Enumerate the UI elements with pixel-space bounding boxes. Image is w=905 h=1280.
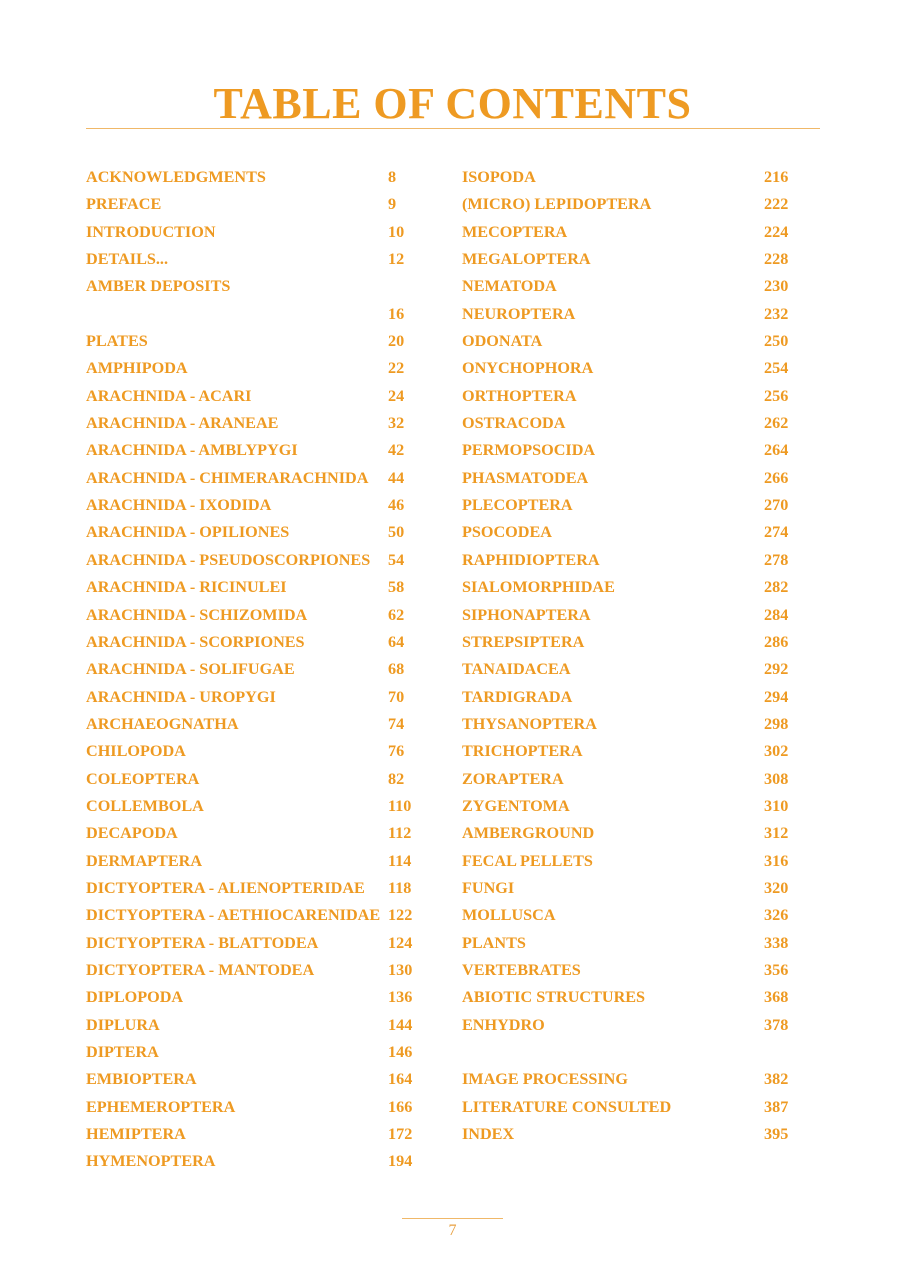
toc-entry-page: 46 [388,496,405,515]
toc-entry [462,164,792,191]
toc-entry [462,437,792,464]
toc-entry-label: ABIOTIC STRUCTURES [462,988,646,1007]
toc-entry-page: 144 [388,1015,413,1034]
toc-entry-page: 302 [764,742,789,761]
toc-entry-page: 222 [764,195,789,214]
toc-entry-page: 270 [764,496,789,515]
toc-entry-page: 136 [388,988,413,1007]
toc-entry-label: AMBERGROUND [462,824,595,843]
toc-entry [462,492,792,519]
toc-entry-label: PLANTS [462,933,526,952]
toc-entry-label: PLATES [86,332,148,351]
toc-entry-label: DICTYOPTERA - BLATTODEA [86,933,319,952]
toc-entry-label: DICTYOPTERA - AETHIOCARENIDAE [86,906,381,925]
toc-entry-page: 316 [764,851,789,870]
toc-entry [462,1121,792,1148]
toc-entry-label: ISOPODA [462,168,536,186]
toc-entry-page: 64 [388,632,405,651]
title-divider [86,128,820,129]
toc-entry [86,1094,416,1121]
toc-entry [462,328,792,355]
toc-entry-page: 310 [764,796,789,815]
page-title: TABLE OF CONTENTS [213,79,692,128]
toc-entry-label: OSTRACODA [462,414,566,433]
toc-entry-page: 368 [764,988,789,1007]
toc-entry-page: 124 [388,933,413,952]
toc-entry [86,820,416,847]
toc-entry-label: INTRODUCTION [86,222,216,241]
toc-entry [86,602,416,629]
toc-entry-page: 356 [764,960,789,979]
toc-entry-page: 216 [764,168,789,186]
toc-entry-label: ARACHNIDA - UROPYGI [86,687,276,706]
toc-entry-label: DICTYOPTERA - MANTODEA [86,960,315,979]
toc-entry [462,738,792,765]
toc-entry [86,1012,416,1039]
toc-entry-label: DIPLOPODA [86,988,184,1007]
toc-entry [86,902,416,929]
toc-entry-label: ENHYDRO [462,1015,545,1034]
toc-entry-label: VERTEBRATES [462,960,581,979]
toc-entry [86,1148,416,1175]
toc-entry [86,711,416,738]
toc-entry-label: DIPLURA [86,1015,160,1034]
toc-entry-page: 32 [388,414,405,433]
toc-entry-page: 224 [764,222,789,241]
toc-entry-page: 110 [388,796,412,815]
toc-entry-page: 50 [388,523,405,542]
toc-entry [86,574,416,601]
toc-entry [462,820,792,847]
toc-entry-page: 264 [764,441,789,460]
toc-entry-page: 282 [764,578,789,597]
toc-entry-label: MECOPTERA [462,222,568,241]
toc-entry-page: 42 [388,441,405,460]
toc-entry-label: MOLLUSCA [462,906,556,925]
toc-entry-page: 24 [388,386,405,405]
toc-entry-page: 22 [388,359,405,378]
toc-entry-label: PHASMATODEA [462,468,589,487]
toc-entry [462,984,792,1011]
toc-entry-page: 112 [388,824,412,843]
toc-entry-label: AMBER DEPOSITS [86,277,231,296]
toc-entry-label: PERMOPSOCIDA [462,441,596,460]
toc-entry-page: 338 [764,933,789,952]
toc-right-column [462,164,792,1148]
toc-entry-label: PSOCODEA [462,523,552,542]
toc-entry [86,930,416,957]
toc-entry-page: 58 [388,578,405,597]
toc-entry-label: HEMIPTERA [86,1125,186,1144]
toc-entry [462,273,792,300]
toc-entry-page: 16 [388,304,405,323]
toc-entry [86,191,416,218]
toc-entry-page: 76 [388,742,405,761]
toc-entry [86,656,416,683]
toc-entry [462,547,792,574]
toc-entry-label: EPHEMEROPTERA [86,1097,236,1116]
toc-entry-page: 232 [764,304,789,323]
toc-entry [86,246,416,273]
toc-entry-label: ARACHNIDA - SCHIZOMIDA [86,605,308,624]
toc-entry-label: AMPHIPODA [86,359,188,378]
toc-entry-page: 312 [764,824,789,843]
toc-entry [462,848,792,875]
toc-entry-label: THYSANOPTERA [462,714,597,733]
toc-entry [86,766,416,793]
toc-entry-page: 256 [764,386,789,405]
toc-entry-page: 308 [764,769,789,788]
footer-divider [402,1218,503,1219]
toc-entry-label: NEUROPTERA [462,304,576,323]
toc-entry [86,684,416,711]
toc-entry-label: PREFACE [86,195,162,214]
toc-entry-page: 298 [764,714,789,733]
toc-entry-label: ARACHNIDA - SCORPIONES [86,632,305,651]
toc-entry [462,684,792,711]
toc-entry [462,1039,792,1066]
toc-entry [462,711,792,738]
toc-entry-page: 262 [764,414,789,433]
toc-entry-page: 294 [764,687,789,706]
toc-entry-label: IMAGE PROCESSING [462,1070,628,1089]
toc-entry-page: 284 [764,605,789,624]
toc-entry [462,574,792,601]
toc-entry [462,629,792,656]
toc-entry-page: 166 [388,1097,413,1116]
toc-entry [86,273,416,300]
toc-entry-label: DIPTERA [86,1043,159,1061]
toc-entry [462,793,792,820]
toc-entry [462,301,792,328]
toc-entry-label: TRICHOPTERA [462,742,583,761]
toc-entry [86,1039,416,1066]
toc-entry-label: COLEOPTERA [86,769,200,788]
toc-entry [462,1012,792,1039]
toc-entry-page: 118 [388,878,412,897]
toc-entry [462,246,792,273]
toc-entry-page: 12 [388,250,405,269]
toc-entry-label: ZORAPTERA [462,769,564,788]
toc-entry-page: 68 [388,660,405,679]
toc-entry-label: CHILOPODA [86,742,186,761]
toc-entry-label: STREPSIPTERA [462,632,585,651]
toc-entry-label: ONYCHOPHORA [462,359,594,378]
toc-entry-label: ARACHNIDA - ACARI [86,386,252,405]
toc-entry-label: SIPHONAPTERA [462,605,591,624]
toc-entry [462,930,792,957]
toc-entry [86,301,416,328]
toc-entry-label: INDEX [462,1125,515,1144]
toc-entry-label: RAPHIDIOPTERA [462,550,600,569]
toc-entry-page: 286 [764,632,789,651]
toc-entry-page: 320 [764,878,789,897]
toc-entry-label: ORTHOPTERA [462,386,577,405]
toc-entry [86,629,416,656]
toc-entry-label: TANAIDACEA [462,660,571,679]
toc-entry-page: 382 [764,1070,789,1089]
toc-entry [86,355,416,382]
toc-entry-page: 10 [388,222,405,241]
toc-left-column [86,164,416,1176]
toc-entry [462,519,792,546]
toc-entry [86,957,416,984]
toc-entry-label: HYMENOPTERA [86,1152,216,1171]
toc-entry [462,902,792,929]
toc-entry [462,465,792,492]
toc-entry [462,766,792,793]
toc-entry-page: 44 [388,468,405,487]
toc-entry-label: ARACHNIDA - RICINULEI [86,578,287,597]
toc-entry-label: (MICRO) LEPIDOPTERA [462,195,652,214]
toc-entry-label: DERMAPTERA [86,851,203,870]
toc-entry-page: 194 [388,1152,413,1171]
toc-entry-page: 250 [764,332,789,351]
toc-entry [462,1094,792,1121]
toc-entry-label: FUNGI [462,878,515,897]
toc-entry [86,328,416,355]
toc-entry-page: 8 [388,168,397,186]
toc-entry-page: 9 [388,195,397,214]
toc-entry-label: ARACHNIDA - PSEUDOSCORPIONES [86,550,371,569]
toc-entry-label: SIALOMORPHIDAE [462,578,615,597]
toc-entry [86,848,416,875]
toc-entry-page: 378 [764,1015,789,1034]
toc-entry [462,957,792,984]
toc-entry [462,656,792,683]
toc-entry-page: 395 [764,1125,789,1144]
toc-entry-page: 164 [388,1070,413,1089]
toc-entry-label: COLLEMBOLA [86,796,204,815]
toc-entry-label: ARACHNIDA - SOLIFUGAE [86,660,295,679]
toc-entry [462,602,792,629]
toc-entry [86,383,416,410]
toc-entry-page: 278 [764,550,789,569]
toc-entry-page: 387 [764,1097,789,1116]
toc-entry [86,437,416,464]
toc-entry [462,191,792,218]
toc-entry-label: ARACHNIDA - IXODIDA [86,496,272,515]
toc-entry [86,410,416,437]
toc-entry-label: LITERATURE CONSULTED [462,1097,672,1116]
toc-entry-page: 254 [764,359,789,378]
toc-entry-label: FECAL PELLETS [462,851,593,870]
toc-entry [462,355,792,382]
toc-entry [86,519,416,546]
toc-entry [86,875,416,902]
toc-entry [86,1121,416,1148]
toc-entry-label: TARDIGRADA [462,687,573,706]
toc-entry-page: 230 [764,277,789,296]
toc-entry-label: DICTYOPTERA - ALIENOPTERIDAE [86,878,365,897]
toc-entry-label: ARACHNIDA - OPILIONES [86,523,290,542]
toc-entry [86,793,416,820]
toc-entry-label: PLECOPTERA [462,496,573,515]
toc-entry-label: ZYGENTOMA [462,796,570,815]
toc-entry-label: EMBIOPTERA [86,1070,197,1089]
toc-entry [86,219,416,246]
toc-entry-page: 62 [388,605,405,624]
toc-entry-label: MEGALOPTERA [462,250,591,269]
toc-entry [86,164,416,191]
toc-entry-page: 292 [764,660,789,679]
toc-entry-page: 20 [388,332,405,351]
toc-entry-page: 122 [388,906,413,925]
toc-entry-page: 82 [388,769,405,788]
toc-entry [86,492,416,519]
toc-entry [86,984,416,1011]
toc-entry-label: ARACHNIDA - AMBLYPYGI [86,441,298,460]
toc-entry-label: DECAPODA [86,824,178,843]
toc-entry-label: ARACHNIDA - CHIMERARACHNIDA [86,468,369,487]
toc-entry-page: 74 [388,714,405,733]
toc-entry-page: 228 [764,250,789,269]
toc-entry-page: 114 [388,851,412,870]
page-number: 7 [448,1222,457,1239]
toc-entry-page: 146 [388,1043,413,1061]
toc-entry-page: 326 [764,906,789,925]
toc-entry-label: ODONATA [462,332,543,351]
toc-entry-page: 54 [388,550,405,569]
toc-entry-label: ACKNOWLEDGMENTS [86,168,266,186]
toc-entry [462,1066,792,1093]
toc-entry [86,738,416,765]
toc-entry-page: 266 [764,468,789,487]
toc-entry [462,410,792,437]
toc-entry [462,219,792,246]
toc-entry [86,547,416,574]
toc-entry-page: 172 [388,1125,413,1144]
toc-entry-page: 130 [388,960,413,979]
toc-entry-page: 274 [764,523,789,542]
toc-entry [86,465,416,492]
toc-entry-label: ARACHNIDA - ARANEAE [86,414,279,433]
toc-entry-label: DETAILS... [86,250,169,269]
toc-entry [86,1066,416,1093]
toc-entry-label: ARCHAEOGNATHA [86,714,239,733]
toc-entry [462,383,792,410]
toc-entry [462,875,792,902]
toc-entry-page: 70 [388,687,405,706]
toc-entry-label: NEMATODA [462,277,557,296]
